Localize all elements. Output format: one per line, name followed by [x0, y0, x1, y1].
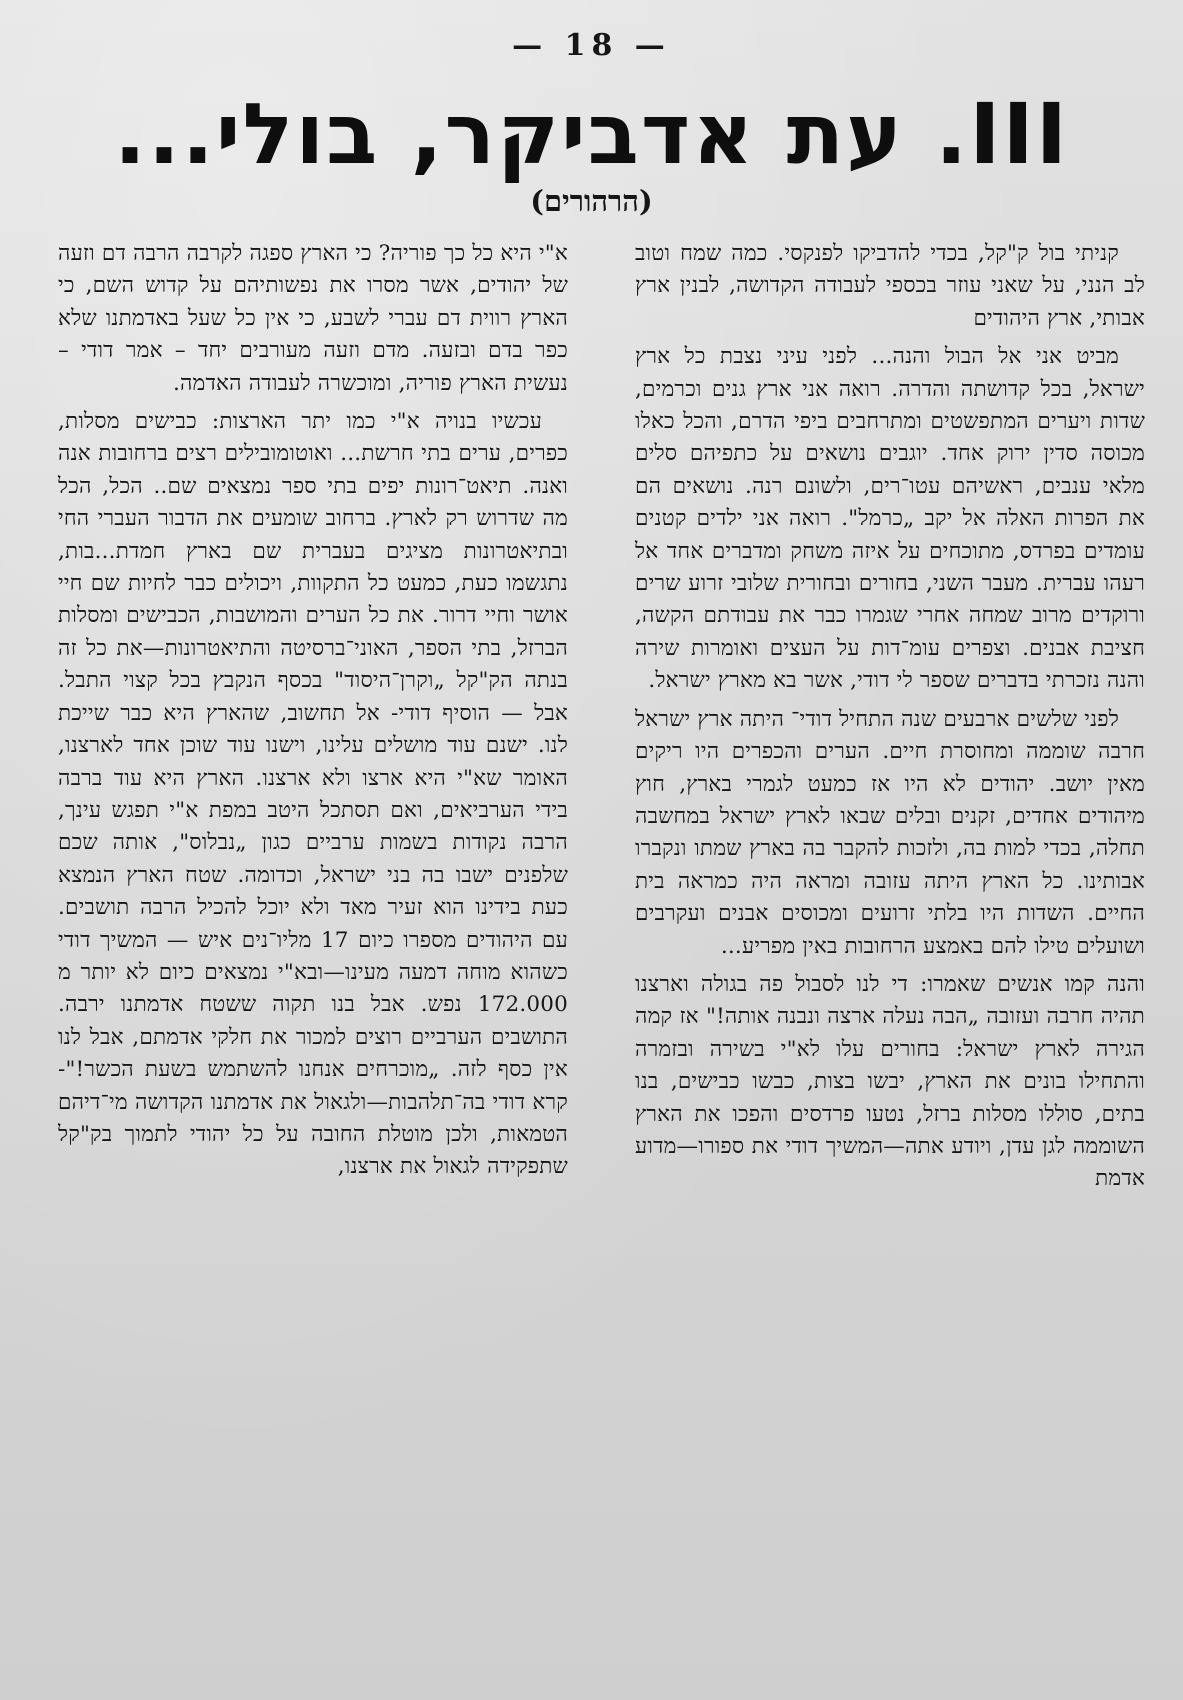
right-column	[635, 238, 1145, 1196]
page-number: — 18 —	[512, 28, 671, 63]
paragraph: מביט אני אל הבול והנה... לפני עיני נצבת כל ארץ ישראל, בכל קדושתה והדרה. רואה אני ארץ גנים וכרמים, שדות ויערים המתפשטים ומתרחבים ביפי הדרם, והכל כאלו מכוסה סדין ירוק אחד. יוגבים נושאים על כתפיהם סלים מלאי ענבים, ראשיהם עטו־רים, ולשונם רנה. נושאים הם את הפרות האלה אל יקב „כרמל". רואה אני ילדים קטנים עומדים בפרדס, מתוכחים על איזה משחק ומדברים אחד אל רעהו עברית. מעבר השני, בחורים ובחורית שלובי זרוע שרים ורוקדים מרוב שמחה אחרי שגמרו כבר את עבודתם הקשה, חציבת אבנים. וצפרים עומ־דות על העצים ואומרות שירה והנה נזכרתי בדברים שספר לי דודי, אשר בא מארץ ישראל.	[635, 344, 1145, 694]
paragraph: עכשיו בנויה א"י כמו יתר הארצות: כבישים מסלות, כפרים, ערים בתי חרשת... ואוטומובילים רצים ברחובות אנה ואנה. תיאט־רונות יפים בתי ספר נמצאים שם.. הכל, הכל מה שדרוש רק לארץ. ברחוב שומעים את הדבור העברי החי ובתיאטרונות מציגים בעברית שם בארץ חמדת...בות, נתגשמו כעת, כמעט כל התקוות, ויכולים כבר לחיות שם חיי אושר וחיי דרור. את כל הערים והמושבות, הכבישים ומסלות הברזל, בתי הספר, האוני־ברסיטה והתיאטרונות—את כל זה בנתה הק"קל „וקרן־היסוד" בכסף הנקבץ בכל קצוי התבל. אבל — הוסיף דודי- אל תחשוב, שהארץ היא כבר שייכת לנו. ישנם עוד מושלים עלינו, וישנו עוד שוכן אחד לארצנו, האומר שא"י היא ארצו ולא ארצנו. הארץ היא עוד ברבה בידי הערביאים, ואם תסתכל היטב במפת א"י תפגש עינך, הרבה נקודות בשמות ערביים כגון „נבלוס", אותה שכם שלפנים ישבו בה בני ישראל, וכדומה. שטח הארץ הנמצא כעת בידינו הוא זעיר מאד ולא יוכל להכיל הרבה תושבים. עם היהודים מספרו כיום 17 מליו־נים איש — המשיך דודי כשהוא מוחה דמעה מעינו—ובא"י נמצאים כיום לא יותר מ 172.000 נפש. אבל בנו תקוה ששטח אדמתנו ירבה. התושבים הערביים רוצים למכור את חלקי אדמתם, אבל לנו אין כסף לזה. „מוכרחים אנחנו להשתמש בשעת הכשר!"-קרא דודי בה־תלהבות—ולגאול את אדמתנו הקדושה מי־דיהם הטמאות, ולכן מוטלת החובה על כל יהודי לתמוך בק"קל שתפקידה לגאול את ארצנו,	[58, 409, 569, 1180]
paragraph: לפני שלשים ארבעים שנה התחיל דודי־ היתה ארץ ישראל חרבה שוממה ומחוסרת חיים. הערים והכפרים היו ריקים מאין יושב. יהודים לא היו אז כמעט לגמרי בארץ, חוץ מיהודים אחדים, זקנים ובלים שבאו לארץ ישראל במחשבה תחלה, בכדי למות בה, ולזכות להקבר בה בארץ שמתו ונקברו אבותינו. כל הארץ היתה עזובה ומראה היה כמראה בית החיים. השדות היו בלתי זרועים ומכוסים אבנים ועקרבים ושועלים טילו להם באמצע הרחובות באין מפריע...	[635, 706, 1145, 959]
paragraph: והנה קמו אנשים שאמרו: די לנו לסבול פה בגולה וארצנו תהיה חרבה ועזובה „הבה נעלה ארצה ונבנה אותה!" אז קמה הגירה לארץ ישראל: בחורים עלו לא"י בשירה ובזמרה והתחילו בונים את הארץ, יבשו בצות, כבשו כבישים, בנו בתים, סוללו מסלות ברזל, נטעו פרדסים והפכו את הארץ השוממה לגן עדן, ויודע אתה—המשיך דודי את ספורו—מדוע אדמת	[635, 971, 1145, 1192]
article-title: III. עת אדביקר, בולי...	[114, 85, 1069, 183]
article-subtitle: (הרהורים)	[530, 184, 653, 218]
paragraph: קניתי בול ק"קל, בכדי להדביקו לפנקסי. כמה שמח וטוב לב הנני, על שאני עוזר בכספי לעבודה הקדושה, לבנין ארץ אבותי, ארץ היהודים	[635, 241, 1145, 331]
paragraph: א"י היא כל כך פוריה? כי הארץ ספגה לקרבה הרבה דם וזעה של יהודים, אשר מסרו את נפשותיהם על קדוש השם, כי הארץ רווית דם עברי לשבע, כי אין כל שעל באדמתנו שלא כפר בדם ובזעה. מדם וזעה מעורבים יחד – אמר דודי – נעשית הארץ פוריה, ומוכשרה לעבודה האדמה.	[58, 241, 568, 396]
left-column	[58, 238, 568, 1184]
